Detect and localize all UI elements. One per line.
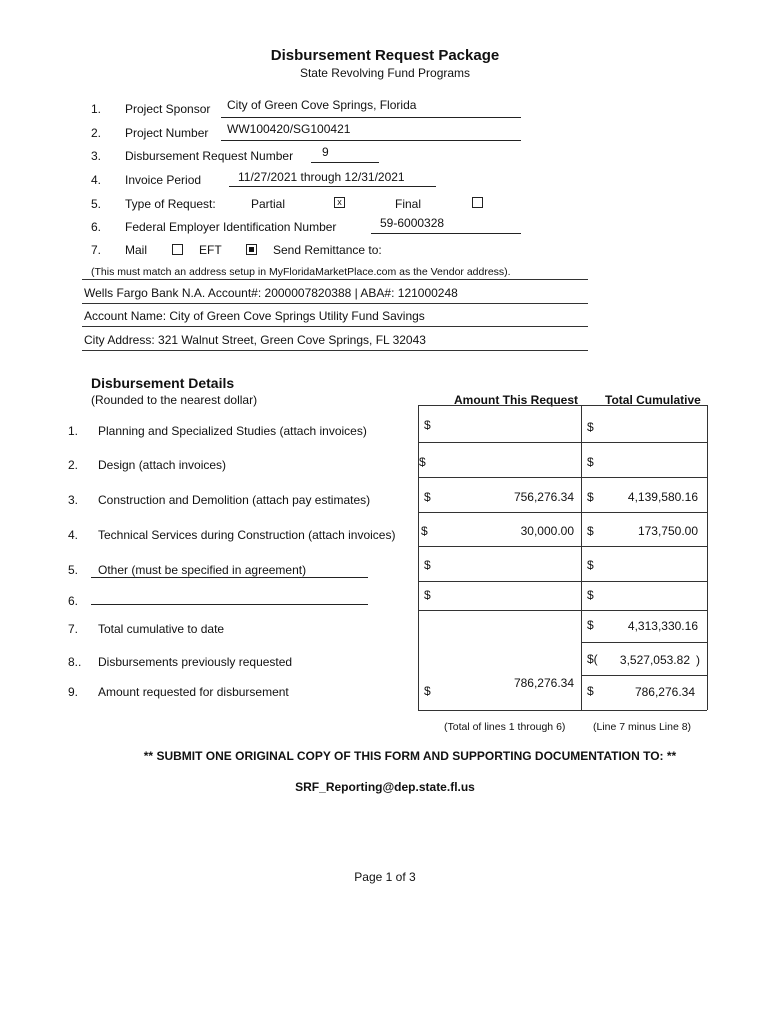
remittance-line-1 (82, 279, 588, 280)
mail-checkbox[interactable] (172, 244, 183, 255)
invoice-period-underline (229, 186, 436, 187)
row-5-num: 5. (68, 563, 79, 577)
row-8-num: 8.. (68, 655, 82, 669)
field-6-num: 6. (91, 220, 102, 234)
field-1-num: 1. (91, 102, 102, 116)
row-1-amount-currency: $ (424, 418, 431, 432)
request-number-underline (311, 162, 379, 163)
row-8-label: Disbursements previously requested (98, 655, 293, 669)
amount-col-left (418, 405, 419, 710)
cumulative-col-right (707, 405, 708, 710)
row-1-cumulative-currency: $ (587, 420, 594, 434)
submit-email[interactable]: SRF_Reporting@dep.state.fl.us (295, 780, 475, 794)
row-5-cumulative-currency: $ (587, 558, 594, 572)
row-2-num: 2. (68, 458, 79, 472)
row-2-cumulative-currency: $ (587, 455, 594, 469)
form-subtitle: State Revolving Fund Programs (299, 66, 471, 80)
remittance-note: (This must match an address setup in MyFloridaMarketPlace.com as the Vendor address). (91, 266, 511, 278)
row-1-label: Planning and Specialized Studies (attach invoices) (98, 424, 367, 438)
field-3-num: 3. (91, 149, 102, 163)
row-8-cumulative-prefix: $( (587, 652, 598, 666)
invoice-period-label: Invoice Period (125, 173, 202, 187)
row-7-cumulative[interactable]: 4,313,330.16 (627, 619, 698, 633)
col-amount-header: Amount This Request (454, 393, 579, 407)
table-rule-5 (418, 581, 707, 582)
amount-col-right (581, 405, 582, 710)
cumulative-footnote: (Line 7 minus Line 8) (593, 721, 692, 733)
final-label: Final (395, 197, 422, 211)
details-subheading: (Rounded to the nearest dollar) (91, 393, 258, 407)
table-rule-8 (581, 675, 707, 676)
table-rule-3 (418, 512, 707, 513)
table-bottom-line (418, 710, 707, 711)
row-5-underline (91, 577, 368, 578)
field-4-num: 4. (91, 173, 102, 187)
table-rule-6 (418, 610, 707, 611)
row-9-amount[interactable]: 786,276.34 (513, 676, 574, 690)
row-9-cumulative[interactable]: 786,276.34 (634, 685, 695, 699)
partial-checkbox[interactable]: x (334, 197, 345, 208)
row-2-label: Design (attach invoices) (98, 458, 227, 472)
field-5-num: 5. (91, 197, 102, 211)
row-6-amount-currency: $ (424, 588, 431, 602)
row-3-cumulative[interactable]: 4,139,580.16 (627, 490, 698, 504)
row-9-num: 9. (68, 685, 79, 699)
row-9-amount-currency: $ (424, 684, 431, 698)
eft-label: EFT (199, 243, 222, 257)
project-number-value[interactable]: WW100420/SG100421 (227, 122, 351, 136)
amount-footnote: (Total of lines 1 through 6) (444, 721, 566, 733)
row-7-num: 7. (68, 622, 79, 636)
invoice-period-value[interactable]: 11/27/2021 through 12/31/2021 (238, 170, 405, 184)
eft-checkbox[interactable] (246, 244, 257, 255)
remittance-line-4 (82, 350, 588, 351)
row-4-amount-currency: $ (421, 524, 428, 538)
page-number: Page 1 of 3 (354, 870, 416, 884)
project-number-label: Project Number (125, 126, 209, 140)
col-cumulative-header: Total Cumulative (605, 393, 701, 407)
project-sponsor-underline (221, 117, 521, 118)
row-8-cumulative-suffix: ) (696, 653, 700, 667)
row-4-cumulative-currency: $ (587, 524, 594, 538)
row-6-cumulative-currency: $ (587, 588, 594, 602)
row-7-label: Total cumulative to date (98, 622, 225, 636)
send-remittance-label: Send Remittance to: (273, 243, 382, 257)
fein-value[interactable]: 59-6000328 (380, 216, 445, 230)
row-9-cumulative-currency: $ (587, 684, 594, 698)
remittance-line-2 (82, 303, 588, 304)
field-7-num: 7. (91, 243, 102, 257)
fein-underline (371, 233, 521, 234)
row-2-amount-currency: $ (419, 455, 426, 469)
row-7-cumulative-currency: $ (587, 618, 594, 632)
row-6-underline (91, 604, 368, 605)
request-number-label: Disbursement Request Number (125, 149, 294, 163)
row-9-label: Amount requested for disbursement (98, 685, 289, 699)
field-2-num: 2. (91, 126, 102, 140)
row-6-num: 6. (68, 594, 79, 608)
row-4-label: Technical Services during Construction (attach invoices) (98, 528, 396, 542)
row-3-num: 3. (68, 493, 79, 507)
final-checkbox[interactable] (472, 197, 483, 208)
row-5-amount-currency: $ (424, 558, 431, 572)
row-3-amount[interactable]: 756,276.34 (513, 490, 574, 504)
table-top-line (418, 405, 707, 406)
row-3-amount-currency: $ (424, 490, 431, 504)
fein-label: Federal Employer Identification Number (125, 220, 337, 234)
row-5-label: Other (must be specified in agreement) (98, 563, 307, 577)
submit-instruction: ** SUBMIT ONE ORIGINAL COPY OF THIS FORM AND SUPPORTING DOCUMENTATION TO: ** (143, 749, 677, 763)
row-4-num: 4. (68, 528, 79, 542)
remittance-line-3 (82, 326, 588, 327)
table-rule-1 (418, 442, 707, 443)
account-name[interactable]: Account Name: City of Green Cove Springs Utility Fund Savings (84, 309, 425, 323)
project-sponsor-label: Project Sponsor (125, 102, 211, 116)
request-number-value[interactable]: 9 (322, 145, 329, 159)
bank-info[interactable]: Wells Fargo Bank N.A. Account#: 2000007820388 | ABA#: 121000248 (84, 286, 458, 300)
table-rule-7 (581, 642, 707, 643)
details-heading: Disbursement Details (91, 375, 235, 391)
city-address[interactable]: City Address: 321 Walnut Street, Green Cove Springs, FL 32043 (84, 333, 426, 347)
form-title: Disbursement Request Package (270, 47, 500, 64)
table-rule-4 (418, 546, 707, 547)
row-4-amount[interactable]: 30,000.00 (520, 524, 574, 538)
project-sponsor-value[interactable]: City of Green Cove Springs, Florida (227, 98, 417, 112)
row-1-num: 1. (68, 424, 79, 438)
row-4-cumulative[interactable]: 173,750.00 (637, 524, 698, 538)
project-number-underline (221, 140, 521, 141)
mail-label: Mail (125, 243, 148, 257)
request-type-label: Type of Request: (125, 197, 216, 211)
table-rule-2 (418, 477, 707, 478)
row-3-cumulative-currency: $ (587, 490, 594, 504)
partial-label: Partial (251, 197, 286, 211)
row-3-label: Construction and Demolition (attach pay estimates) (98, 493, 371, 507)
row-8-cumulative[interactable]: 3,527,053.82 (619, 653, 690, 667)
